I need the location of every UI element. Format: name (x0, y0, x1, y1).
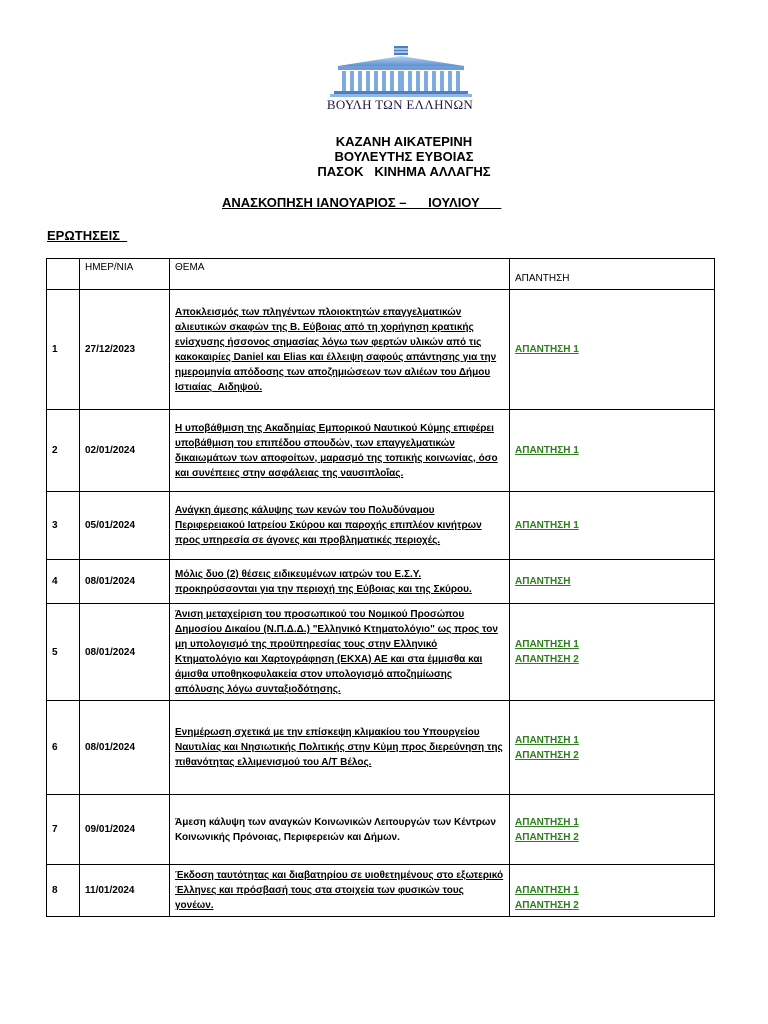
row-answers (510, 604, 715, 701)
table-row (47, 701, 715, 795)
header-num (47, 259, 80, 290)
parliament-building-icon (330, 44, 472, 104)
row-topic: Έκδοση ταυτότητας και διαβατηρίου σε υιοθετημένους στο εξωτερικό Έλληνες και πρόσβασή τους στα στοιχεία των φυσικών τους γονέων. (170, 865, 510, 917)
table-row (47, 604, 715, 701)
row-topic: Ανάγκη άμεσης κάλυψης των κενών του Πολυδύναμου Περιφερειακού Ιατρείου Σκύρου και παροχής επιπλέον κινήτρων προς υπηρεσία σε άγονες και προβληματικές περιοχές. (170, 492, 510, 560)
row-num: 7 (47, 795, 80, 865)
answer-link[interactable]: ΑΠΑΝΤΗΣΗ 1 (515, 734, 579, 746)
row-topic: Μόλις δυο (2) θέσεις ειδικευμένων ιατρών του Ε.Σ.Υ. προκηρύσσονται για την περιοχή της Εύβοιας και της Σκύρου. (170, 560, 510, 604)
review-title: ΑΝΑΣΚΟΠΗΣΗ ΙΑΝΟΥΑΡΙΟΣ – ΙΟΥΛΙΟΥ (222, 195, 502, 210)
row-topic: Η υποβάθμιση της Ακαδημίας Εμπορικού Ναυτικού Κύμης επιφέρει υποβάθμιση του επιπέδου σπουδών, των επαγγελματικών δικαιωμάτων των αποφοίτων, μαρασμό της τοπικής κοινωνίας, όσο και συνέπειες στην ασφάλειας της ναυσιπλοΐας. (170, 410, 510, 492)
answer-link[interactable]: ΑΠΑΝΤΗΣΗ 1 (515, 344, 579, 355)
row-answers (510, 701, 715, 795)
table-row (47, 560, 715, 604)
table-row (47, 492, 715, 560)
row-topic: Άμεση κάλυψη των αναγκών Κοινωνικών Λειτουργών των Κέντρων Κοινωνικής Πρόνοιας, Περιφερειών και Δήμων. (170, 795, 510, 865)
member-name: ΚΑΖΑΝΗ ΑΙΚΑΤΕΡΙΝΗ (335, 134, 473, 149)
row-topic: Αποκλεισμός των πληγέντων πλοιοκτητών επαγγελματικών αλιευτικών σκαφών της Β. Εύβοιας από τη χορήγηση κρατικής ενίσχυσης ήσσονος σημασίας λόγω των φερτών υλικών από τις κακοκαιρίες Daniel και Elias και έλλειψη σαφούς απάντησης για την ημερομηνία απόδοσης των αποζημιώσεων των αλιέων του Δήμου Ιστιαίας_Αιδηψού. (170, 290, 510, 410)
row-date: 09/01/2024 (80, 795, 170, 865)
answer-link[interactable]: ΑΠΑΝΤΗΣΗ 1 (515, 445, 579, 456)
row-topic: Άνιση μεταχείριση του προσωπικού του Νομικού Προσώπου Δημοσίου Δικαίου (Ν.Π.Δ.Δ.) "Ελληνικό Κτηματολόγιο" ως προς τον μη υπολογισμό της προϋπηρεσίας τους στην Ελληνικό Κτηματολόγιο και Χαρτογράφηση (ΕΚΧΑ) ΑΕ και στα έμμισθα και άμισθα υποθηκοφυλακεία στον υπολογισμό αποζημίωσης απόλυσης λόγω συνταξιοδότησης. (170, 604, 510, 701)
row-answers (510, 795, 715, 865)
answer-link[interactable]: ΑΠΑΝΤΗΣΗ 2 (515, 900, 579, 911)
table-row (47, 290, 715, 410)
row-answers (510, 290, 715, 410)
member-role: ΒΟΥΛΕΥΤΗΣ ΕΥΒΟΙΑΣ (334, 149, 474, 164)
answer-link[interactable]: ΑΠΑΝΤΗΣΗ 2 (515, 831, 579, 843)
row-date: 08/01/2024 (80, 701, 170, 795)
row-topic: Ενημέρωση σχετικά με την επίσκεψη κλιμακίου του Υπουργείου Ναυτιλίας και Νησιωτικής Πολιτικής στην Κύμη προς διερεύνηση της πιθανότητας ελλιμενισμού του Α/Τ Βέλος. (170, 701, 510, 795)
row-date: 08/01/2024 (80, 560, 170, 604)
logo-caption: ΒΟΥΛΗ ΤΩΝ ΕΛΛΗΝΩΝ (326, 97, 474, 112)
row-date: 11/01/2024 (80, 865, 170, 917)
table-header-row (47, 259, 715, 290)
row-answers (510, 492, 715, 560)
header-date: ΗΜΕΡ/ΝΙΑ (80, 259, 170, 290)
questions-table (46, 258, 715, 917)
row-answers (510, 560, 715, 604)
row-date: 05/01/2024 (80, 492, 170, 560)
row-num: 5 (47, 604, 80, 701)
row-num: 4 (47, 560, 80, 604)
row-num: 6 (47, 701, 80, 795)
row-date: 27/12/2023 (80, 290, 170, 410)
member-party: ΠΑΣΟΚ ΚΙΝΗΜΑ ΑΛΛΑΓΗΣ (317, 164, 491, 179)
answer-link[interactable]: ΑΠΑΝΤΗΣΗ 1 (515, 639, 579, 650)
answer-link[interactable]: ΑΠΑΝΤΗΣΗ 1 (515, 885, 579, 896)
row-num: 1 (47, 290, 80, 410)
answer-link[interactable]: ΑΠΑΝΤΗΣΗ 2 (515, 749, 579, 761)
row-num: 8 (47, 865, 80, 917)
row-num: 3 (47, 492, 80, 560)
row-date: 08/01/2024 (80, 604, 170, 701)
header-topic: ΘΕΜΑ (170, 259, 510, 290)
member-info (0, 134, 768, 179)
answer-link[interactable]: ΑΠΑΝΤΗΣΗ 1 (515, 520, 579, 531)
row-date: 02/01/2024 (80, 410, 170, 492)
row-answers (510, 410, 715, 492)
header-answer: ΑΠΑΝΤΗΣΗ (510, 259, 715, 290)
table-row (47, 865, 715, 917)
answer-link[interactable]: ΑΠΑΝΤΗΣΗ (515, 576, 571, 587)
section-title: ΕΡΩΤΗΣΕΙΣ (47, 228, 128, 243)
table-row (47, 795, 715, 865)
row-num: 2 (47, 410, 80, 492)
answer-link[interactable]: ΑΠΑΝΤΗΣΗ 1 (515, 816, 579, 828)
answer-link[interactable]: ΑΠΑΝΤΗΣΗ 2 (515, 654, 579, 665)
row-answers (510, 865, 715, 917)
table-row (47, 410, 715, 492)
